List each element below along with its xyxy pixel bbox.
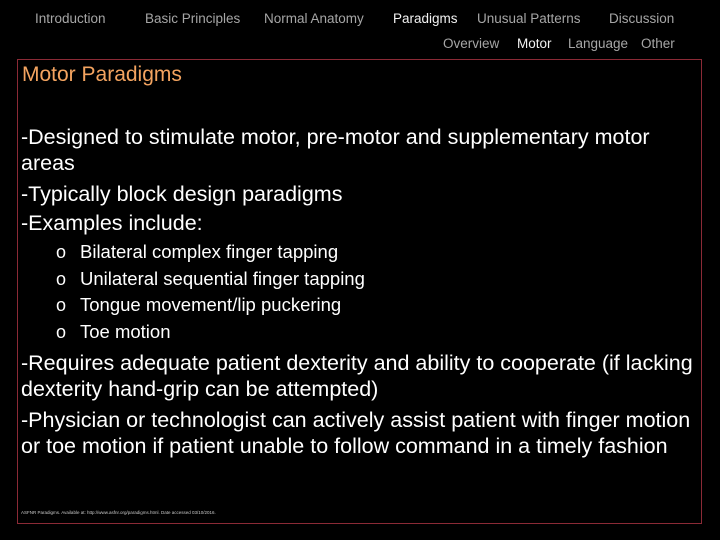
list-item-text: Bilateral complex finger tapping (80, 241, 339, 262)
content-frame (17, 59, 702, 524)
example-list (56, 239, 365, 345)
subnav-motor[interactable]: Motor (517, 36, 552, 51)
intro-line-designed: -Designed to stimulate motor, pre-motor and supplementary motor areas (21, 125, 650, 175)
subnav-other[interactable]: Other (641, 36, 675, 51)
nav-normal-anatomy[interactable]: Normal Anatomy (264, 11, 364, 26)
slide-title: Motor Paradigms (22, 63, 182, 86)
list-item (56, 266, 365, 293)
list-item (56, 292, 365, 319)
bullet-marker-icon: o (56, 268, 67, 289)
list-item-text: Toe motion (80, 320, 171, 342)
subnav-language[interactable]: Language (568, 36, 629, 51)
bullet-marker-icon: o (56, 295, 67, 315)
list-item (56, 319, 365, 346)
bullet-marker-icon: o (56, 242, 67, 262)
list-item (56, 239, 365, 266)
nav-introduction[interactable]: Introduction (35, 11, 106, 26)
nav-paradigms[interactable]: Paradigms (393, 11, 458, 26)
list-item-text: Unilateral sequential finger tapping (80, 267, 365, 289)
bullet-marker-icon: o (56, 321, 67, 342)
note-dexterity: -Requires adequate patient dexterity and ability to cooperate (if lacking dexterity hand-grip can be attempted) (21, 351, 693, 401)
note-assist: -Physician or technologist can actively assist patient with finger motion or toe motion if patient unable to follow command in a timely fashion (21, 408, 691, 458)
reference-footnote: ASFNR Paradigms. Available at: http://www.asfnr.org/paradigms.html. Date accessed 03/10/2016. (21, 510, 216, 515)
intro-line-block-design: -Typically block design paradigms (21, 182, 343, 206)
nav-basic-principles[interactable]: Basic Principles (145, 11, 241, 26)
nav-unusual-patterns[interactable]: Unusual Patterns (477, 11, 581, 26)
subnav-overview[interactable]: Overview (443, 36, 500, 51)
intro-line-examples: -Examples include: (21, 211, 203, 235)
nav-discussion[interactable]: Discussion (609, 11, 675, 26)
list-item-text: Tongue movement/lip puckering (80, 294, 342, 315)
top-navigation (0, 0, 720, 60)
